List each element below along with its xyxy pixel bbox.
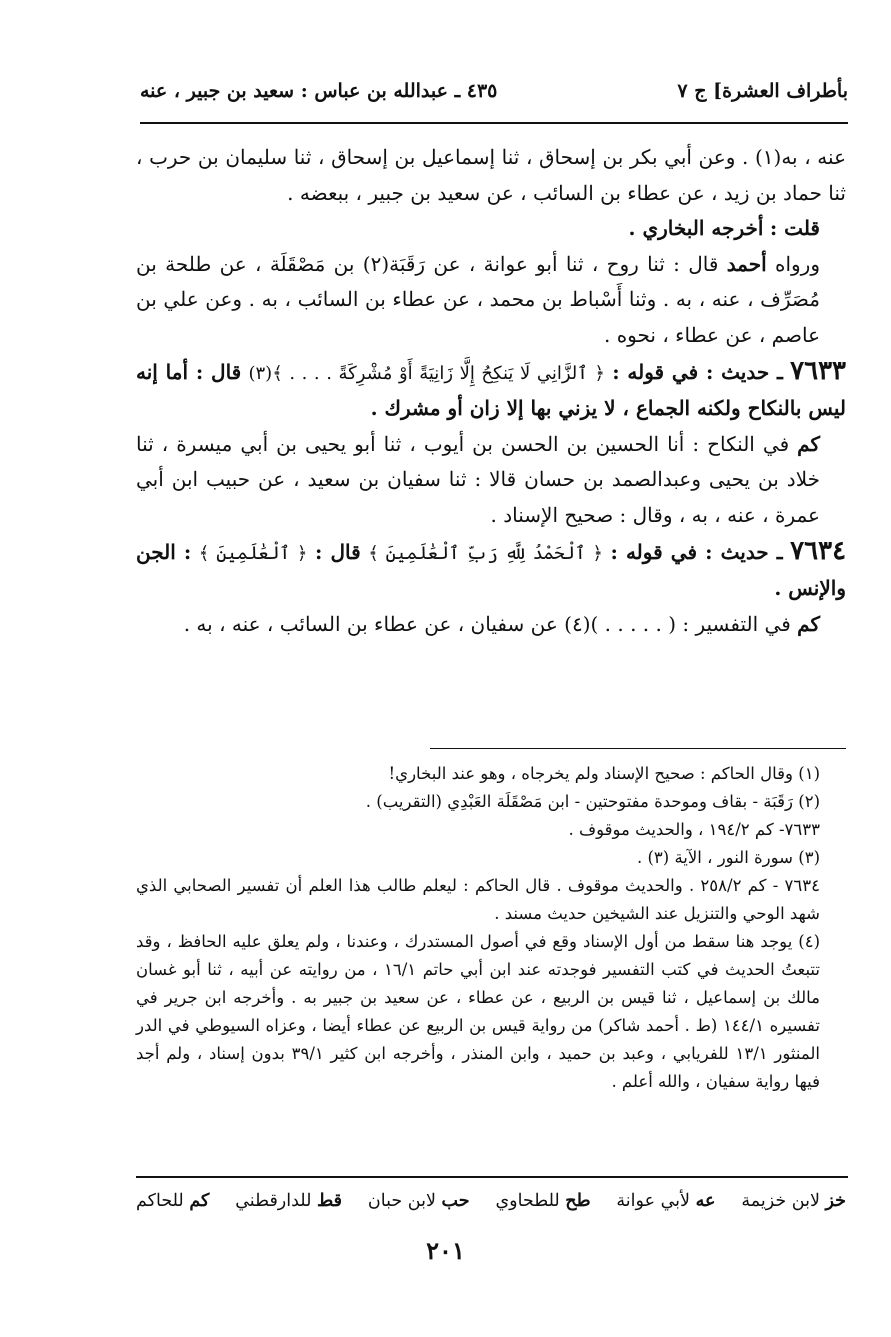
hadith-number-7634: ٧٦٣٤	[790, 535, 847, 566]
hadith-7633	[136, 354, 846, 427]
source-7634	[136, 607, 846, 643]
abbrev-item: خز لابن خزيمة	[741, 1191, 846, 1211]
abbreviations-rule	[136, 1176, 848, 1178]
page-number: ٢٠١	[426, 1236, 465, 1265]
footnote-1: (١) وقال الحاكم : صحيح الإسناد ولم يخرجاه ، وهو عند البخاري!	[388, 764, 820, 783]
hadith-text-7633: قال : أما إنه ليس بالنكاح ولكنه الجماع ، لا يزني بها إلا زان أو مشرك .	[136, 359, 846, 421]
quran-verse-7634-a: ﴿ ٱلْحَمْدُ لِلَّهِ رَبِّ ٱلْعَٰلَمِينَ ﴾	[368, 542, 603, 564]
hadith-text-7634: : الجن والإنس .	[136, 539, 846, 601]
hadith-heading-7634: ـ حديث : في قوله :	[610, 539, 783, 564]
footnote-separator	[430, 748, 846, 749]
source-text-7634: في التفسير : ( . . . . . )(٤) عن سفيان ، عن عطاء بن السائب ، عنه ، به .	[183, 611, 791, 636]
hadith-heading-7633: ـ حديث : في قوله :	[612, 359, 783, 384]
header-book-title: بأطراف العشرة] ج ٧	[677, 80, 848, 102]
main-text	[136, 140, 846, 642]
footnotes	[136, 760, 846, 1096]
quran-verse-7634-b: ﴿ ٱلْعَٰلَمِينَ ﴾	[198, 542, 308, 564]
quran-verse-7633: ﴿ ٱلزَّانِي لَا يَنكِحُ إِلَّا زَانِيَةً أَوْ مُشْرِكَةً . . . . ﴾(٣)	[248, 362, 605, 384]
footnote-7634: ٧٦٣٤ - كم ٢٥٨/٢ . والحديث موقوف . قال الحاكم : ليعلم طالب هذا العلم أن تفسير الصحابي الذي شهد الوحي والتنزيل عند الشيخين حديث مسند .	[136, 876, 820, 923]
abbrev-item: قط للدارقطني	[235, 1191, 342, 1211]
footnote-7633: ٧٦٣٣- كم ١٩٤/٢ ، والحديث موقوف .	[568, 820, 820, 839]
source-label-7634: كم	[797, 611, 820, 636]
running-header	[140, 74, 848, 108]
abbrev-item: عه لأبي عوانة	[616, 1191, 716, 1211]
abbrev-item: حب لابن حبان	[367, 1191, 470, 1211]
source-text-7633: في النكاح : أنا الحسين بن الحسن بن أيوب ، ثنا أبو يحيى بن أبي ميسرة ، ثنا خلاد بن يحيى وعبدالصمد بن حسان قالا : ثنا سفيان بن سعيد ، عن حبيب ابن أبي عمرة ، عنه ، به ، وقال : صحيح الإسناد .	[136, 431, 820, 527]
header-rule	[140, 122, 848, 124]
abbreviations-legend	[136, 1186, 846, 1216]
paragraph-qult	[136, 211, 846, 247]
footnote-3: (٣) سورة النور ، الآية (٣) .	[636, 848, 820, 867]
hadith-number-7633: ٧٦٣٣	[790, 355, 846, 386]
paragraph-isnad: عنه ، به(١) . وعن أبي بكر بن إسحاق ، ثنا إسماعيل بن إسحاق ، ثنا سليمان بن حرب ، ثنا حماد بن زيد ، عن عطاء بن السائب ، عن سعيد بن جبير ، ببعضه .	[136, 145, 847, 205]
paragraph-ahmad: ورواه أحمد قال : ثنا روح ، ثنا أبو عوانة ، عن رَقَبَة(٢) بن مَصْقَلَة ، عن طلحة بن مُصَرِّف ، عنه ، به . وثنا أَسْباط بن محمد ، عن عطاء بن السائب ، به . وعن علي بن عاصم ، عن عطاء ، نحوه .	[136, 251, 820, 347]
header-section-title: ٤٣٥ ـ عبدالله بن عباس : سعيد بن جبير ، عنه	[140, 80, 498, 102]
hadith-qala-7634: قال :	[314, 539, 361, 564]
footnote-2: (٢) رَقَبَة - بقاف وموحدة مفتوحتين - ابن مَصْقَلَة العَبْدِي (التقريب) .	[365, 792, 820, 811]
narrator-ahmad: أحمد	[726, 251, 767, 276]
footnote-4: (٤) يوجد هنا سقط من أول الإسناد وقع في أصول المستدرك ، وعندنا ، ولم يعلق عليه الحافظ ، وقد تتبعتُ الحديث في كتب التفسير فوجدته عند ابن أبي حاتم ١٦/١ ، من روايته عن أبيه ، ثنا أبو غسان مالك بن إسماعيل ، ثنا قيس بن الربيع ، عن عطاء ، عن سعيد بن جبير به . وأخرجه ابن جرير في تفسيره ١٤٤/١ (ط . أحمد شاكر) من رواية قيس بن الربيع عن عطاء أيضا ، وعزاه السيوطي في الدر المنثور ١٣/١ للفريابي ، وعبد بن حميد ، وابن المنذر ، وأخرجه ابن كثير ٣٩/١ بدون إسناد ، ولم أجد فيها رواية سفيان ، والله أعلم .	[136, 932, 820, 1091]
abbrev-item: طح للطحاوي	[495, 1191, 591, 1211]
abbrev-item: كم للحاكم	[136, 1191, 210, 1211]
source-7633	[136, 427, 846, 534]
source-label-7633: كم	[797, 431, 820, 456]
qult-label: قلت :	[769, 216, 820, 241]
hadith-7634	[136, 534, 846, 607]
qult-text: أخرجه البخاري .	[628, 216, 764, 241]
